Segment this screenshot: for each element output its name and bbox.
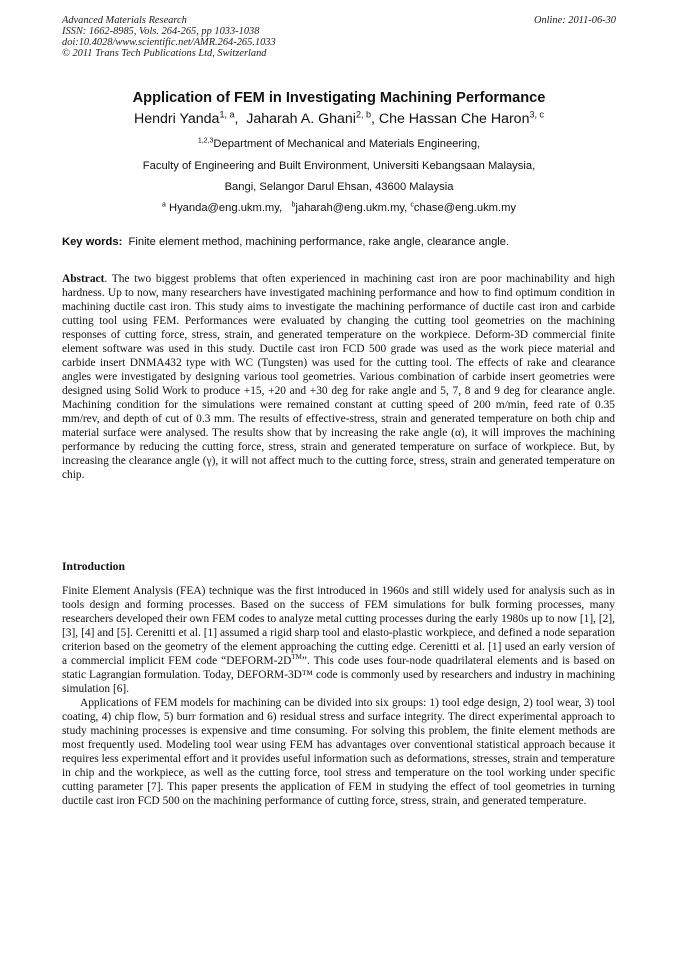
intro-paragraph-2: Applications of FEM models for machining can be divided into six groups: 1) tool edge design, 2) tool wear, 3) tool coating, 4) chip flow, 5) burr formation and 6) residual stress and surface integrity. The direct experimental approach to study machining processes is expensive and time consuming. For solving this problem, the finite element methods are most frequently used. Modeling tool wear using FEM has advantages over conventional statistical approach because it requires less experimental effort and it provides useful information such as deformations, stresses, strain and temperature in chip and the workpiece, as well as the cutting force, tool stress and temperature on the tool working under specific cutting parameter [7]. This paper presents the application of FEM in studying the effect of tool geometries in turning ductile cast iron FCD 500 on the machining performance of cutting force, stress, strain, and generated temperature. — [62, 697, 615, 807]
email-link[interactable]: Hyanda@eng.ukm.my, — [169, 202, 283, 214]
online-date: Online: 2011-06-30 — [533, 15, 616, 26]
author-list: Hendri Yanda$^{1, a}$, Jaharah A. Ghani$^{2, b}$, Che Hassan Che Haron$^{3, c}$ — [134, 109, 544, 127]
doi-line: doi:10.4028/www.scientific.net/AMR.264-265.1033 — [62, 37, 276, 48]
affiliation-line-1: $^{1,2,3}$Department of Mechanical and Materials Engineering, — [197, 137, 481, 150]
keywords-text: Finite element method, machining performance, rake angle, clearance angle. — [128, 236, 510, 248]
introduction-body — [62, 584, 615, 808]
email-sup: b — [291, 201, 296, 209]
abstract — [62, 272, 615, 482]
email-link[interactable]: chase@eng.ukm.my — [413, 202, 517, 214]
affiliation-line-2: Faculty of Engineering and Built Environment, Universiti Kebangsaan Malaysia, — [142, 160, 536, 172]
issn-line: ISSN: 1662-8985, Vols. 264-265, pp 1033-1038 — [62, 26, 260, 37]
email-sup: a — [161, 201, 166, 209]
email-sup: c — [410, 201, 414, 209]
author-sup: 2, b — [355, 109, 371, 120]
email-link[interactable]: jaharah@eng.ukm.my, — [295, 202, 408, 214]
keywords-label: Key words: — [62, 236, 123, 248]
abstract-label: Abstract — [62, 273, 105, 285]
affiliation-line-3: Bangi, Selangor Darul Ehsan, 43600 Malaysia — [224, 181, 454, 193]
email-line — [0, 202, 678, 214]
section-heading-introduction: Introduction — [62, 560, 125, 573]
journal-name: Advanced Materials Research — [62, 15, 187, 26]
trademark-sup: TM — [291, 653, 302, 662]
author-name: Jaharah A. Ghani — [246, 111, 356, 127]
author-name: Hendri Yanda — [134, 111, 220, 127]
author-name: Che Hassan Che Haron — [378, 111, 530, 127]
author-sup: 1, a — [219, 109, 235, 120]
paper-title: Application of FEM in Investigating Machining Performance — [132, 90, 546, 106]
intro-paragraph-1: Finite Element Analysis (FEA) technique was the first introduced in 1960s and still widely used for analysis such as in tools design and forming processes. Based on the success of FEM simulations for bulk forming processes, many researchers developed their own FEM codes to analyze metal cutting processes during the early 1980s up to now [1], [2], [3], [4] and [5]. Cerenitti et al. [1] assumed a rigid sharp tool and elasto-plastic workpiece, and defined a node separation criterion based on the geometry of the element approaching the cutting edge. Cerenitti et al. [1] used an early version of a commercial implicit FEM code “DEFORM-2D™”. This code uses four-node quadrilateral elements and is based on static Lagrangian formulation. Today, DEFORM-3D™ code is commonly used by researchers and industry in machining simulation [6]. — [62, 585, 615, 695]
affiliation-sup: 1,2,3 — [197, 137, 214, 145]
keywords — [62, 236, 509, 248]
copyright-line: © 2011 Trans Tech Publications Ltd, Switzerland — [62, 48, 267, 59]
abstract-text: . The two biggest problems that often experienced in machining cast iron are poor machinability and high hardness. Up to now, many researchers have investigated machining performance and how to find optimum condition in machining ductile cast iron. This study aims to investigate the machining performance of ductile cast iron and carbide cutting tool using FEM. Performances were evaluated by changing the cutting tool geometries on the machining responses of cutting force, stress, strain, and generated temperature on the workpiece. Deform-3D commercial finite element software was used in this study. Ductile cast iron FCD 500 grade was used as the work piece material and carbide insert DNMA432 type with WC (Tungsten) was used for the cutting tool. The effects of rake and clearance angles were investigated by designing various tool geometries. Various combination of carbide insert geometries were designed using Solid Work to produce +15, +20 and +30 deg for rake angle and 5, 7, 8 and 9 deg for clearance angle. Machining condition for the simulations were remained constant at cutting speed of 200 m/min, feed rate of 0.35 mm/rev, and depth of cut of 0.3 mm. The results of effective-stress, strain and generated temperature on both chip and material surface were analysed. The results show that by increasing the rake angle (α), it will improves the machining performance by reducing the cutting force, stress, strain and generated temperature on surface of workpiece. But, by increasing the clearance angle (γ), it will not affect much to the cutting force, stress, strain and generated temperature on chip. — [62, 273, 615, 481]
author-sup: 3, c — [529, 109, 544, 120]
